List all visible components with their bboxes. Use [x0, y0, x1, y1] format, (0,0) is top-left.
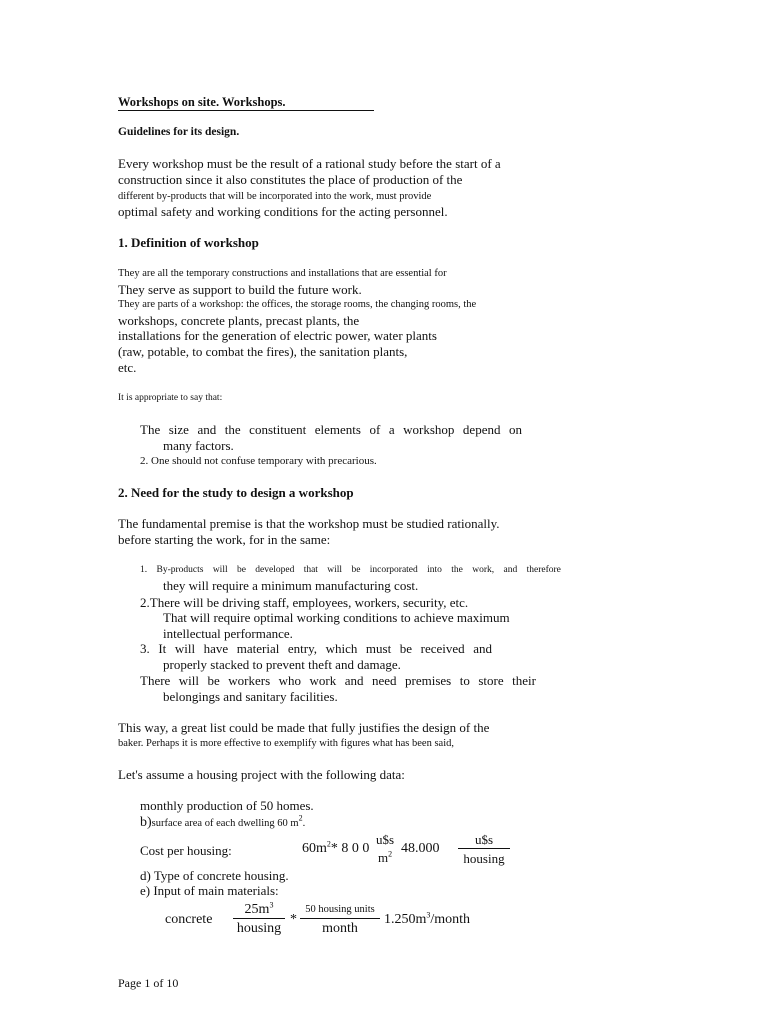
section1-line: etc.: [118, 360, 137, 375]
appropriate-note: It is appropriate to say that:: [118, 393, 223, 403]
point-2: 2. One should not confuse temporary with precarious.: [140, 455, 377, 467]
list-item-3: 3. It will have material entry, which must be received and: [140, 641, 492, 656]
list-item-1-cont: they will require a minimum manufacturing cost.: [163, 578, 419, 593]
list-item-2-cont: That will require optimal working conditions to achieve maximum: [163, 610, 510, 625]
surface-area: b)surface area of each dwelling 60 $m^2$.: [140, 813, 306, 830]
page-title: Workshops on site. Workshops.: [118, 95, 374, 111]
intro-line: Every workshop must be the result of a rational study before the start of a: [118, 156, 501, 171]
point-1: The size and the constituent elements of a workshop depend on: [140, 422, 522, 437]
point-1-cont: many factors.: [163, 438, 234, 453]
concrete-type: d) Type of concrete housing.: [140, 868, 289, 883]
conclusion-line: This way, a great list could be made that fully justifies the design of the: [118, 720, 490, 735]
premise-line: The fundamental premise is that the workshop must be studied rationally.: [118, 516, 500, 531]
section1-line: workshops, concrete plants, precast plants, the: [118, 313, 360, 328]
premise-line: before starting the work, for in the same:: [118, 532, 331, 547]
list-item-3-cont: properly stacked to prevent theft and damage.: [163, 657, 401, 672]
section1-heading: 1. Definition of workshop: [118, 235, 259, 250]
cost-result: 48.000: [401, 841, 440, 856]
list-item-2: 2.There will be driving staff, employees, workers, security, etc.: [140, 595, 469, 610]
intro-line: different by-products that will be incorporated into the work, must provide: [118, 191, 432, 202]
intro-line: optimal safety and working conditions for the acting personnel.: [118, 204, 448, 219]
cost-label: Cost per housing:: [140, 843, 232, 858]
cost-expression: $60m^2*$ 8 0 0: [302, 839, 370, 856]
concrete-fraction: $25m^3$ housing: [233, 902, 285, 936]
list-item-4-cont: belongings and sanitary facilities.: [163, 689, 338, 704]
list-item-1: 1. By-products will be developed that will be incorporated into the work, and therefore: [140, 565, 561, 575]
example-intro: Let's assume a housing project with the following data:: [118, 767, 405, 782]
intro-line: construction since it also constitutes the place of production of the: [118, 172, 463, 187]
section1-line: installations for the generation of electric power, water plants: [118, 328, 437, 343]
list-item-2-cont: intellectual performance.: [163, 626, 293, 641]
page-number: Page 1 of 10: [118, 976, 179, 990]
cost-unit-fraction: u$s housing: [458, 832, 510, 866]
concrete-label: concrete: [165, 912, 213, 927]
main-materials: e) Input of main materials:: [140, 883, 279, 898]
section2-heading: 2. Need for the study to design a workshop: [118, 485, 354, 500]
subtitle: Guidelines for its design.: [118, 126, 240, 138]
section1-line: They are parts of a workshop: the offices, the storage rooms, the changing rooms, the: [118, 299, 477, 310]
cost-fraction: u$s $m^2$: [375, 832, 395, 865]
section1-line: They are all the temporary constructions and installations that are essential for: [118, 268, 447, 279]
section1-line: They serve as support to build the future work.: [118, 282, 362, 297]
monthly-production: monthly production of 50 homes.: [140, 798, 314, 813]
conclusion-line: baker. Perhaps it is more effective to exemplify with figures what has been said,: [118, 738, 454, 749]
list-item-4: There will be workers who work and need premises to store their: [140, 673, 536, 688]
multiply-sign: *: [290, 912, 297, 927]
section1-line: (raw, potable, to combat the fires), the sanitation plants,: [118, 344, 408, 359]
units-fraction: 50 housing units month: [300, 902, 380, 936]
concrete-result: $1.250m^3$/month: [384, 910, 471, 927]
